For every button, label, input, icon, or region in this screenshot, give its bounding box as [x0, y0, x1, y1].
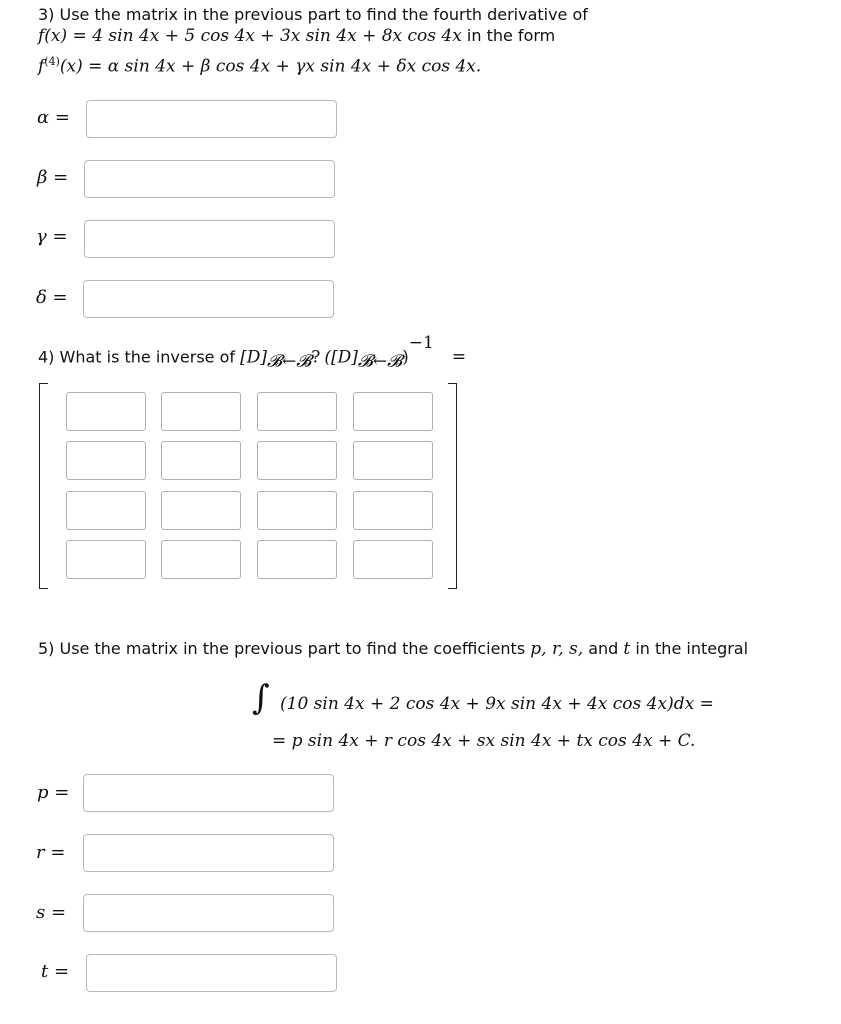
q4-question — [38, 333, 467, 372]
alpha-input[interactable] — [86, 100, 337, 138]
q3-in-the-form: in the form — [461, 26, 556, 45]
matrix-right-bracket — [448, 383, 457, 589]
q3-form-line — [38, 55, 481, 77]
matrix-cell-4-4[interactable] — [353, 540, 433, 579]
q4-paren-close: ) — [402, 347, 409, 368]
matrix-cell-3-2[interactable] — [161, 491, 241, 530]
matrix-cell-1-3[interactable] — [257, 392, 337, 431]
q4-paren-open: ([D] — [324, 347, 358, 368]
r-label: r = — [36, 842, 66, 863]
matrix-cell-4-2[interactable] — [161, 540, 241, 579]
beta-label: β = — [37, 167, 69, 188]
matrix-left-bracket — [39, 383, 48, 589]
p-label: p = — [37, 782, 70, 803]
matrix-cell-2-1[interactable] — [66, 441, 146, 480]
q5-t: t — [623, 639, 631, 659]
s-input[interactable] — [83, 894, 334, 932]
r-input[interactable] — [83, 834, 334, 872]
q4-sub-b: 𝓑←𝓑 — [357, 351, 403, 372]
q3-intro: 3) Use the matrix in the previous part to find the fourth derivative of — [38, 5, 588, 24]
q5-result: = p sin 4x + r cos 4x + sx sin 4x + tx cos 4x + C. — [272, 731, 696, 751]
q4-equals: = — [451, 347, 467, 368]
integral-sign: ∫ — [252, 678, 270, 718]
matrix-cell-2-4[interactable] — [353, 441, 433, 480]
delta-input[interactable] — [83, 280, 334, 318]
matrix-cell-1-1[interactable] — [66, 392, 146, 431]
q3-form-lhs: f — [38, 56, 45, 77]
matrix-cell-4-1[interactable] — [66, 540, 146, 579]
q3-function-expression: f(x) = 4 sin 4x + 5 cos 4x + 3x sin 4x + 8x cos 4x — [38, 26, 462, 46]
q4-question-text: 4) What is the inverse of — [38, 347, 241, 367]
q5-coeffs: p, r, s, — [530, 639, 584, 659]
q5-integrand: (10 sin 4x + 2 cos 4x + 9x sin 4x + 4x cos 4x)dx = — [280, 694, 714, 714]
matrix-cell-3-1[interactable] — [66, 491, 146, 530]
matrix-cell-2-3[interactable] — [257, 441, 337, 480]
q5-and: and — [583, 639, 624, 658]
q4-sub-a: 𝓑←𝓑 — [267, 351, 312, 372]
t-label: t = — [41, 961, 70, 982]
q4-question-mark: ? — [311, 347, 321, 368]
gamma-input[interactable] — [84, 220, 335, 258]
gamma-label: γ = — [36, 226, 68, 247]
matrix-cell-1-2[interactable] — [161, 392, 241, 431]
alpha-label: α = — [37, 107, 70, 128]
q4-exponent: −1 — [408, 333, 434, 353]
matrix-cell-4-3[interactable] — [257, 540, 337, 579]
matrix-cell-3-3[interactable] — [257, 491, 337, 530]
s-label: s = — [36, 902, 67, 923]
p-input[interactable] — [83, 774, 334, 812]
delta-label: δ = — [36, 287, 68, 308]
q5-tail: in the integral — [630, 639, 749, 658]
q5-intro: 5) Use the matrix in the previous part to find the coefficients — [38, 639, 531, 658]
q3-form-rhs: (x) = α sin 4x + β cos 4x + γx sin 4x + δx cos 4x. — [59, 56, 482, 77]
matrix-cell-3-4[interactable] — [353, 491, 433, 530]
beta-input[interactable] — [84, 160, 335, 198]
q3-form-sup: (4) — [44, 55, 60, 68]
q5-intro-line — [38, 639, 748, 659]
t-input[interactable] — [86, 954, 337, 992]
matrix-cell-2-2[interactable] — [161, 441, 241, 480]
q4-matrix-a: [D] — [240, 347, 267, 368]
q3-function-line — [38, 26, 555, 46]
matrix-cell-1-4[interactable] — [353, 392, 433, 431]
